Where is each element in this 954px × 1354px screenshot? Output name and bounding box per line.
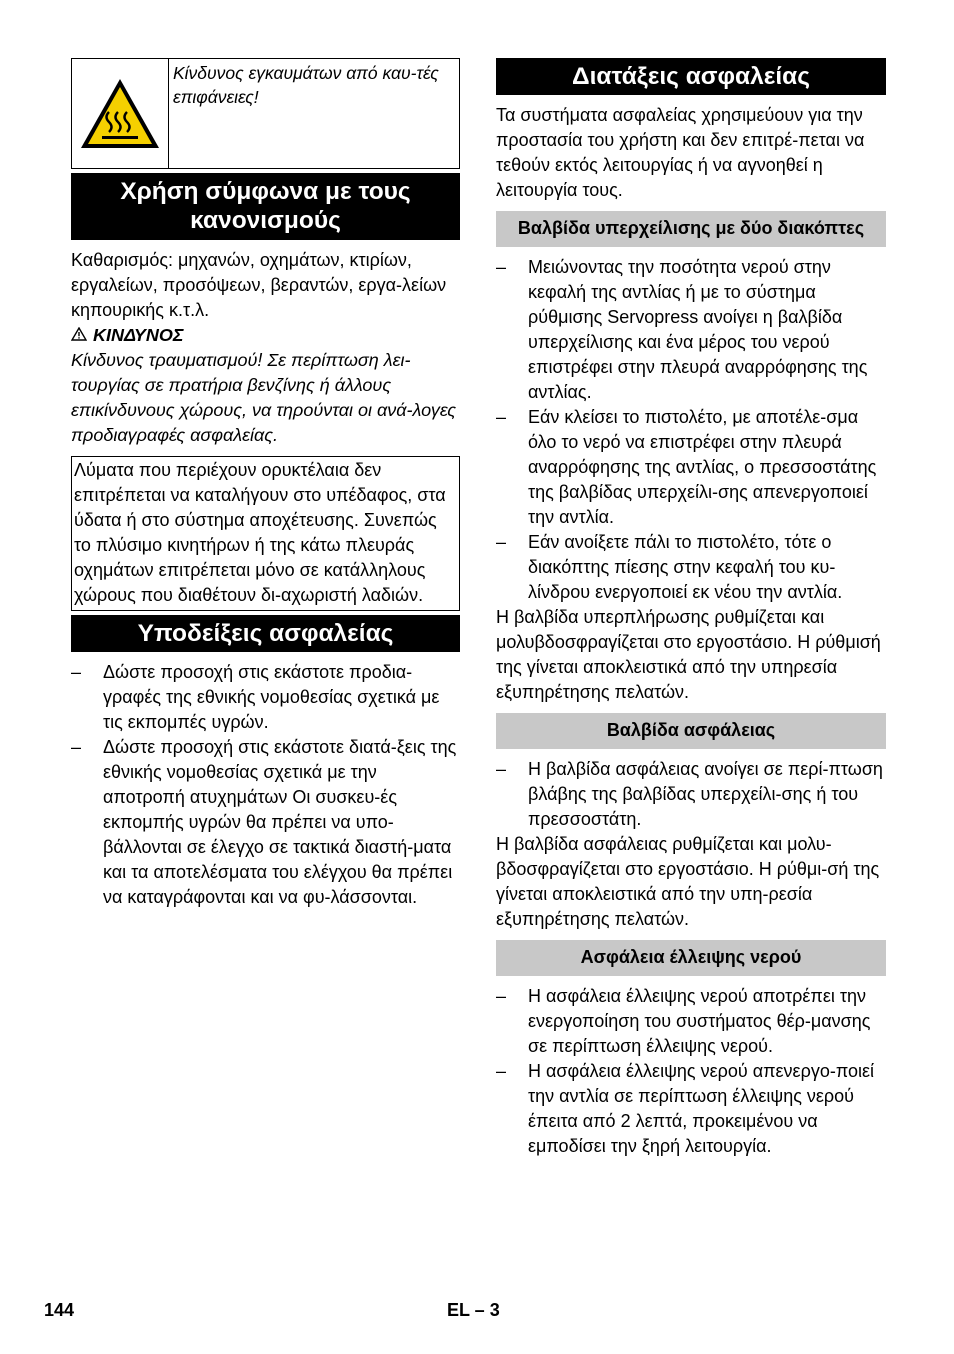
environment-note-box xyxy=(71,456,460,611)
danger-label xyxy=(71,323,460,348)
safety-valve-note: Η βαλβίδα ασφάλειας ρυθμίζεται και μολυ-βδοσφραγίζεται στο εργοστάσιο. Η ρύθμι-σή της γίνεται αποκλειστικά από την υπη-ρεσία εξυπηρέτησης πελατών. xyxy=(496,834,880,929)
warning-triangle-icon xyxy=(71,323,87,348)
list-item: – Η βαλβίδα ασφάλειας ανοίγει σε περί-πτωση βλάβης της βαλβίδας υπερχείλι-σης ή του πρεσσοστάτη. xyxy=(496,757,886,832)
language-page-label: EL – 3 xyxy=(447,1300,500,1320)
hot-surface-warning-box xyxy=(71,58,460,169)
usage-text: Καθαρισμός: μηχανών, οχημάτων, κτιρίων, εργαλείων, προσόψεων, βεραντών, εργα-λείων κηπουρικής κ.τ.λ. xyxy=(71,250,447,320)
list-item: – Δώστε προσοχή στις εκάστοτε προδια-γραφές της εθνικής νομοθεσίας σχετικά με τις εκπομπές υγρών. xyxy=(71,660,460,735)
right-column xyxy=(496,58,886,1159)
heading-overflow-valve: Βαλβίδα υπερχείλισης με δύο διακόπτες xyxy=(496,211,886,247)
list-item: – Δώστε προσοχή στις εκάστοτε διατά-ξεις της εθνικής νομοθεσίας σχετικά με την αποτροπή ατυχημάτων Οι συσκευ-ές εκπομπής υγρών θα πρέπει να υπο-βάλλονται σε έλεγχο σε τακτικά διαστή-ματα και τα αποτελέσματα του ελέγχου θα πρέπει να καταγράφονται και να φυ-λάσσονται. xyxy=(71,735,460,910)
list-item: – Εάν κλείσει το πιστολέτο, με αποτέλε-σμα όλο το νερό να επιστρέφει στην πλευρά αναρρόφησης της αντλίας, ο πρεσσοστάτης της βαλβίδας υπερχείλι-σης απενεργοποιεί την αντλία. xyxy=(496,405,886,530)
heading-water-shortage: Ασφάλεια έλλειψης νερού xyxy=(496,940,886,976)
safety-devices-intro: Τα συστήματα ασφαλείας χρησιμεύουν για την προστασία του χρήστη και δεν επιτρέ-πεται να τεθούν εκτός λειτουργίας ή να αγνοηθεί η λειτουργία τους. xyxy=(496,105,865,200)
safety-valve-list xyxy=(496,757,886,832)
list-item: – Εάν ανοίξετε πάλι το πιστολέτο, τότε ο διακόπτης πίεσης στην κεφαλή του κυ-λίνδρου ενεργοποιεί εκ νέου την αντλία. xyxy=(496,530,886,605)
overflow-valve-note: Η βαλβίδα υπερπλήρωσης ρυθμίζεται και μολυβδοσφραγίζεται στο εργοστάσιο. Η ρύθμισή της γίνεται αποκλειστικά από την υπηρεσία εξυπηρέτησης πελατών. xyxy=(496,607,881,702)
danger-label-text: ΚΙΝΔΥΝΟΣ xyxy=(93,325,184,345)
list-item: – Η ασφάλεια έλλειψης νερού αποτρέπει την ενεργοποίηση του συστήματος θέρ-μανσης σε περίπτωση έλλειψης νερού. xyxy=(496,984,886,1059)
overflow-valve-list xyxy=(496,255,886,605)
hot-surface-warning-text: Κίνδυνος εγκαυμάτων από καυ-τές επιφάνειες! xyxy=(173,63,439,107)
list-item: – Μειώνοντας την ποσότητα νερού στην κεφαλή της αντλίας ή με το σύστημα ρύθμισης Servopress ανοίγει η βαλβίδα υπερχείλισης και ένα μέρος του νερού επιστρέφει στην πλευρά αναρρόφησης της αντλίας. xyxy=(496,255,886,405)
water-shortage-list xyxy=(496,984,886,1159)
heading-safety-valve: Βαλβίδα ασφάλειας xyxy=(496,713,886,749)
list-item: – Η ασφάλεια έλλειψης νερού απενεργο-ποιεί την αντλία σε περίπτωση έλλειψης νερού έπειτα από 2 λεπτά, προκειμένου να εμποδίσει την ξηρή λειτουργία. xyxy=(496,1059,886,1159)
danger-text: Κίνδυνος τραυματισμού! Σε περίπτωση λει-τουργίας σε πρατήρια βενζίνης ή άλλους επικίνδυνους χώρους, να τηρούνται οι ανά-λογες προδιαγραφές ασφαλείας. xyxy=(71,350,456,445)
left-column xyxy=(71,58,460,910)
safety-notes-list xyxy=(71,660,460,910)
heading-usage: Χρήση σύμφωνα με τους κανονισμούς xyxy=(71,173,460,240)
hot-surface-warning-icon xyxy=(72,59,169,168)
heading-safety-notes: Υποδείξεις ασφαλείας xyxy=(71,615,460,652)
page-number: 144 xyxy=(44,1300,75,1320)
environment-note-text: Λύματα που περιέχουν ορυκτέλαια δεν επιτρέπεται να καταλήγουν στο υπέδαφος, στα ύδατα ή στο σύστημα αποχέτευσης. Συνεπώς το πλύσιμο κινητήρων ή της κάτω πλευράς οχημάτων επιτρέπεται μόνο σε κατάλληλους χώρους που διαθέτουν δι-αχωριστή λαδιών. xyxy=(74,460,446,605)
heading-safety-devices: Διατάξεις ασφαλείας xyxy=(496,58,886,95)
